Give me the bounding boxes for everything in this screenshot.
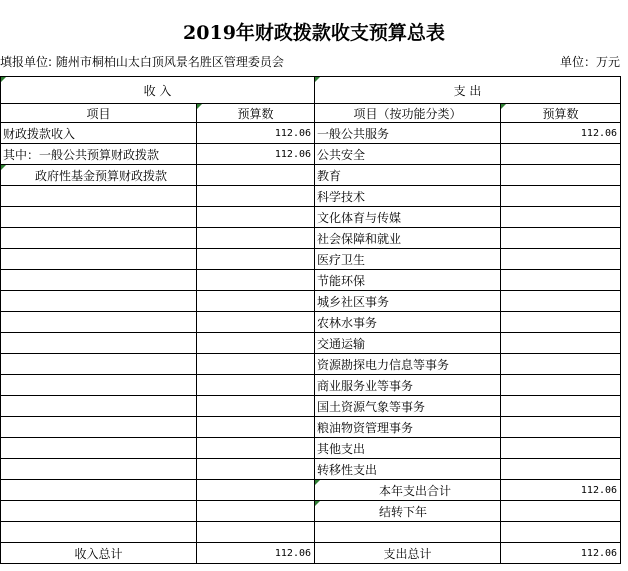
income-item-cell[interactable] [1,375,197,396]
expense-item-cell[interactable]: 公共安全 [315,144,501,165]
income-item-cell[interactable] [1,312,197,333]
income-item-cell[interactable] [1,501,197,522]
expense-item-cell[interactable]: 社会保障和就业 [315,228,501,249]
expense-item-cell[interactable]: 国土资源气象等事务 [315,396,501,417]
col-budget[interactable]: 预算数 [197,104,315,123]
expense-item-cell[interactable]: 本年支出合计 [315,480,501,501]
table-row [1,354,621,375]
expense-value-cell[interactable] [501,333,621,354]
income-value-cell[interactable] [197,291,315,312]
table-row [1,291,621,312]
expense-value-cell[interactable] [501,249,621,270]
income-value-cell[interactable] [197,501,315,522]
income-value-cell[interactable] [197,417,315,438]
reporting-unit: 填报单位: 随州市桐柏山太白顶风景名胜区管理委员会 [0,55,284,69]
income-header[interactable]: 收 入 [1,77,315,104]
income-item-cell[interactable] [1,291,197,312]
income-value-cell[interactable] [197,438,315,459]
expense-item-cell[interactable]: 粮油物资管理事务 [315,417,501,438]
income-value-cell[interactable] [197,312,315,333]
income-item-cell[interactable] [1,396,197,417]
table-row [1,186,621,207]
expense-value-cell[interactable] [501,375,621,396]
income-value-cell[interactable]: 112.06 [197,123,315,144]
expense-value-cell[interactable] [501,459,621,480]
expense-value-cell[interactable] [501,144,621,165]
expense-item-cell[interactable]: 节能环保 [315,270,501,291]
table-row [1,375,621,396]
income-item-cell[interactable] [1,480,197,501]
table-row [1,480,621,501]
income-value-cell[interactable] [197,249,315,270]
expense-value-cell[interactable] [501,501,621,522]
income-value-cell[interactable] [197,270,315,291]
table-row [1,144,621,165]
income-item-cell[interactable] [1,333,197,354]
table-row [1,459,621,480]
expense-item-cell[interactable]: 结转下年 [315,501,501,522]
expense-total-value[interactable]: 112.06 [501,543,621,564]
expense-value-cell[interactable] [501,270,621,291]
table-row [1,312,621,333]
income-item-cell[interactable]: 其中：一般公共预算财政拨款 [1,144,197,165]
expense-value-cell[interactable] [501,417,621,438]
income-item-cell[interactable]: 政府性基金预算财政拨款 [1,165,197,186]
expense-value-cell[interactable] [501,396,621,417]
expense-header[interactable]: 支 出 [315,77,621,104]
table-row [1,249,621,270]
income-item-cell[interactable] [1,459,197,480]
income-total-value[interactable]: 112.06 [197,543,315,564]
expense-value-cell[interactable] [501,312,621,333]
income-value-cell[interactable] [197,228,315,249]
expense-value-cell[interactable] [501,438,621,459]
income-value-cell[interactable] [197,375,315,396]
expense-value-cell[interactable] [501,228,621,249]
expense-item-cell[interactable]: 交通运输 [315,333,501,354]
table-row [1,333,621,354]
currency-unit: 单位：万元 [559,55,620,69]
table-row [1,270,621,291]
income-value-cell[interactable] [197,459,315,480]
income-item-cell[interactable] [1,522,197,543]
budget-table [0,76,621,564]
income-item-cell[interactable] [1,417,197,438]
expense-value-cell[interactable] [501,522,621,543]
table-row [1,123,621,144]
income-total-label[interactable]: 收入总计 [1,543,197,564]
expense-value-cell[interactable]: 112.06 [501,123,621,144]
income-item-cell[interactable] [1,228,197,249]
table-row [1,438,621,459]
col-item[interactable]: 项目 [1,104,197,123]
income-item-cell[interactable] [1,354,197,375]
income-item-cell[interactable] [1,438,197,459]
table-row [1,522,621,543]
income-value-cell[interactable]: 112.06 [197,144,315,165]
expense-total-label[interactable]: 支出总计 [315,543,501,564]
table-row [1,228,621,249]
col-budget-2[interactable]: 预算数 [501,104,621,123]
expense-value-cell[interactable]: 112.06 [501,480,621,501]
table-row [1,501,621,522]
income-item-cell[interactable] [1,249,197,270]
income-value-cell[interactable] [197,480,315,501]
income-item-cell[interactable] [1,207,197,228]
expense-item-cell[interactable] [315,522,501,543]
expense-value-cell[interactable] [501,207,621,228]
col-item-func[interactable]: 项目（按功能分类） [315,104,501,123]
expense-value-cell[interactable] [501,291,621,312]
income-value-cell[interactable] [197,522,315,543]
expense-item-cell[interactable]: 科学技术 [315,186,501,207]
table-row [1,417,621,438]
income-item-cell[interactable] [1,270,197,291]
expense-item-cell[interactable]: 转移性支出 [315,459,501,480]
income-value-cell[interactable] [197,165,315,186]
income-value-cell[interactable] [197,333,315,354]
expense-value-cell[interactable] [501,186,621,207]
expense-item-cell[interactable]: 一般公共服务 [315,123,501,144]
expense-item-cell[interactable]: 农林水事务 [315,312,501,333]
income-value-cell[interactable] [197,354,315,375]
expense-item-cell[interactable]: 医疗卫生 [315,249,501,270]
expense-item-cell[interactable]: 资源勘探电力信息等事务 [315,354,501,375]
expense-item-cell[interactable]: 文化体育与传媒 [315,207,501,228]
expense-item-cell[interactable]: 其他支出 [315,438,501,459]
expense-value-cell[interactable] [501,354,621,375]
income-value-cell[interactable] [197,186,315,207]
income-value-cell[interactable] [197,396,315,417]
income-item-cell[interactable]: 财政拨款收入 [1,123,197,144]
table-row [1,207,621,228]
table-row [1,396,621,417]
table-row [1,165,621,186]
income-item-cell[interactable] [1,186,197,207]
expense-item-cell[interactable]: 教育 [315,165,501,186]
expense-value-cell[interactable] [501,165,621,186]
page-title: 2019年财政拨款收支预算总表 [183,22,445,44]
expense-item-cell[interactable]: 城乡社区事务 [315,291,501,312]
expense-item-cell[interactable]: 商业服务业等事务 [315,375,501,396]
income-value-cell[interactable] [197,207,315,228]
